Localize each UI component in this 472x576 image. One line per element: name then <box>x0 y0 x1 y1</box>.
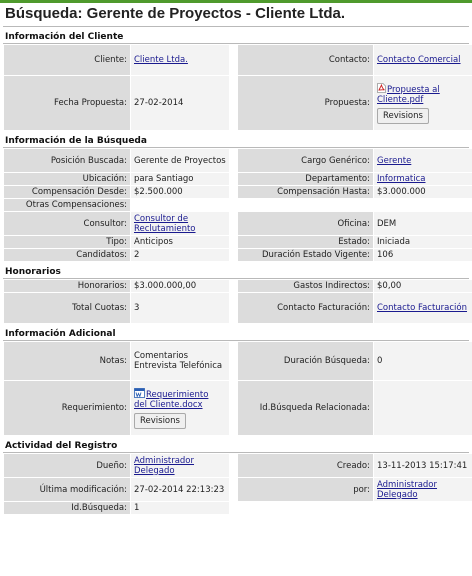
contacto-value <box>374 45 472 75</box>
por-link[interactable]: Administrador Delegado <box>377 479 438 500</box>
propuesta-label: Propuesta: <box>238 76 373 130</box>
dueno-value <box>131 454 229 477</box>
cliente-label: Cliente: <box>4 45 130 75</box>
cliente-link[interactable]: Cliente Ltda. <box>134 55 188 65</box>
fecha-propuesta-label: Fecha Propuesta: <box>4 76 130 130</box>
departamento-link[interactable]: Informatica <box>377 174 426 184</box>
section-title-cliente: Información del Cliente <box>3 30 469 44</box>
cliente-value <box>131 45 229 75</box>
duracion-estado-value: 106 <box>374 249 472 261</box>
consultor-value <box>131 212 229 235</box>
table-row <box>4 478 472 501</box>
cargo-link[interactable]: Gerente <box>377 155 412 166</box>
table-row <box>4 76 472 130</box>
requerimiento-file-link[interactable]: Requerimiento <box>146 389 209 400</box>
busqueda-relacionada-label: Id.Búsqueda Relacionada: <box>238 381 373 435</box>
tipo-value: Anticipos <box>131 236 229 248</box>
busqueda-relacionada-value <box>374 381 472 435</box>
posicion-label: Posición Buscada: <box>4 149 130 172</box>
total-cuotas-value: 3 <box>131 293 229 323</box>
posicion-value: Gerente de Proyectos <box>131 149 229 172</box>
ubicacion-value: para Santiago <box>131 173 229 185</box>
ultima-modificacion-label: Última modificación: <box>4 478 130 501</box>
notas-value: Comentarios Entrevista Telefónica <box>131 342 229 380</box>
candidatos-label: Candidatos: <box>4 249 130 261</box>
dueno-link[interactable]: Administrador Delegado <box>134 455 195 476</box>
contacto-link[interactable]: Contacto Comercial <box>377 55 461 65</box>
ultima-modificacion-value: 27-02-2014 22:13:23 <box>131 478 229 501</box>
propuesta-value <box>374 76 472 130</box>
consultor-label: Consultor: <box>4 212 130 235</box>
total-cuotas-label: Total Cuotas: <box>4 293 130 323</box>
comp-desde-label: Compensación Desde: <box>4 186 130 198</box>
por-value <box>374 478 472 501</box>
gastos-label: Gastos Indirectos: <box>238 280 373 292</box>
table-row <box>4 454 472 477</box>
otras-compensaciones-label: Otras Compensaciones: <box>4 199 130 211</box>
table-row <box>4 173 472 185</box>
table-row <box>4 45 472 75</box>
estado-value: Iniciada <box>374 236 472 248</box>
duracion-estado-label: Duración Estado Vigente: <box>238 249 373 261</box>
table-row <box>4 199 472 211</box>
honorarios-value: $3.000.000,00 <box>131 280 229 292</box>
consultor-link[interactable]: Consultor de Reclutamiento <box>134 213 196 234</box>
fecha-propuesta-value: 27-02-2014 <box>131 76 229 130</box>
oficina-label: Oficina: <box>238 212 373 235</box>
otras-compensaciones-value <box>131 199 472 211</box>
id-busqueda-value: 1 <box>131 502 229 514</box>
contacto-facturacion-link[interactable]: Contacto Facturación <box>377 303 468 313</box>
departamento-label: Departamento: <box>238 173 373 185</box>
estado-label: Estado: <box>238 236 373 248</box>
honorarios-table <box>3 279 472 324</box>
requerimiento-value <box>131 381 229 435</box>
busqueda-table <box>3 148 472 262</box>
departamento-value <box>374 173 472 185</box>
cargo-label: Cargo Genérico: <box>238 149 373 172</box>
table-row <box>4 280 472 292</box>
creado-value: 13-11-2013 15:17:41 <box>374 454 472 477</box>
por-label: por: <box>238 478 373 501</box>
contacto-label: Contacto: <box>238 45 373 75</box>
requerimiento-label: Requerimiento: <box>4 381 130 435</box>
cliente-table <box>3 44 472 131</box>
section-title-adicional: Información Adicional <box>3 327 469 341</box>
contacto-facturacion-value <box>374 293 472 323</box>
dueno-label: Dueño: <box>4 454 130 477</box>
oficina-value: DEM <box>374 212 472 235</box>
comp-hasta-label: Compensación Hasta: <box>238 186 373 198</box>
tipo-label: Tipo: <box>4 236 130 248</box>
propuesta-file-link[interactable]: Propuesta al <box>387 84 440 95</box>
duracion-busqueda-value: 0 <box>374 342 472 380</box>
table-row <box>4 249 472 261</box>
requerimiento-file-link-2[interactable]: del Cliente.docx <box>134 399 203 410</box>
section-title-honorarios: Honorarios <box>3 265 469 279</box>
gastos-value: $0,00 <box>374 280 472 292</box>
pdf-icon <box>377 83 386 93</box>
table-row <box>4 293 472 323</box>
table-row <box>4 236 472 248</box>
table-row <box>4 502 472 514</box>
table-row <box>4 381 472 435</box>
cargo-value <box>374 149 472 172</box>
propuesta-revisions-button[interactable]: Revisions <box>377 108 429 124</box>
adicional-table <box>3 341 472 436</box>
section-title-busqueda: Información de la Búsqueda <box>3 134 469 148</box>
candidatos-value: 2 <box>131 249 229 261</box>
notas-label: Notas: <box>4 342 130 380</box>
duracion-busqueda-label: Duración Búsqueda: <box>238 342 373 380</box>
section-title-actividad: Actividad del Registro <box>3 439 469 453</box>
id-busqueda-label: Id.Búsqueda: <box>4 502 130 514</box>
table-row <box>4 212 472 235</box>
contacto-facturacion-label: Contacto Facturación: <box>238 293 373 323</box>
comp-hasta-value: $3.000.000 <box>374 186 472 198</box>
page-title: Búsqueda: Gerente de Proyectos - Cliente Ltda. <box>3 3 469 27</box>
search-detail-page <box>0 3 472 515</box>
comp-desde-value: $2.500.000 <box>131 186 229 198</box>
propuesta-file-link-2[interactable]: Cliente.pdf <box>377 94 424 105</box>
requerimiento-revisions-button[interactable]: Revisions <box>134 413 186 429</box>
honorarios-label: Honorarios: <box>4 280 130 292</box>
table-row <box>4 149 472 172</box>
actividad-table <box>3 453 472 515</box>
ubicacion-label: Ubicación: <box>4 173 130 185</box>
table-row <box>4 186 472 198</box>
creado-label: Creado: <box>238 454 373 477</box>
word-doc-icon <box>134 388 145 398</box>
table-row <box>4 342 472 380</box>
